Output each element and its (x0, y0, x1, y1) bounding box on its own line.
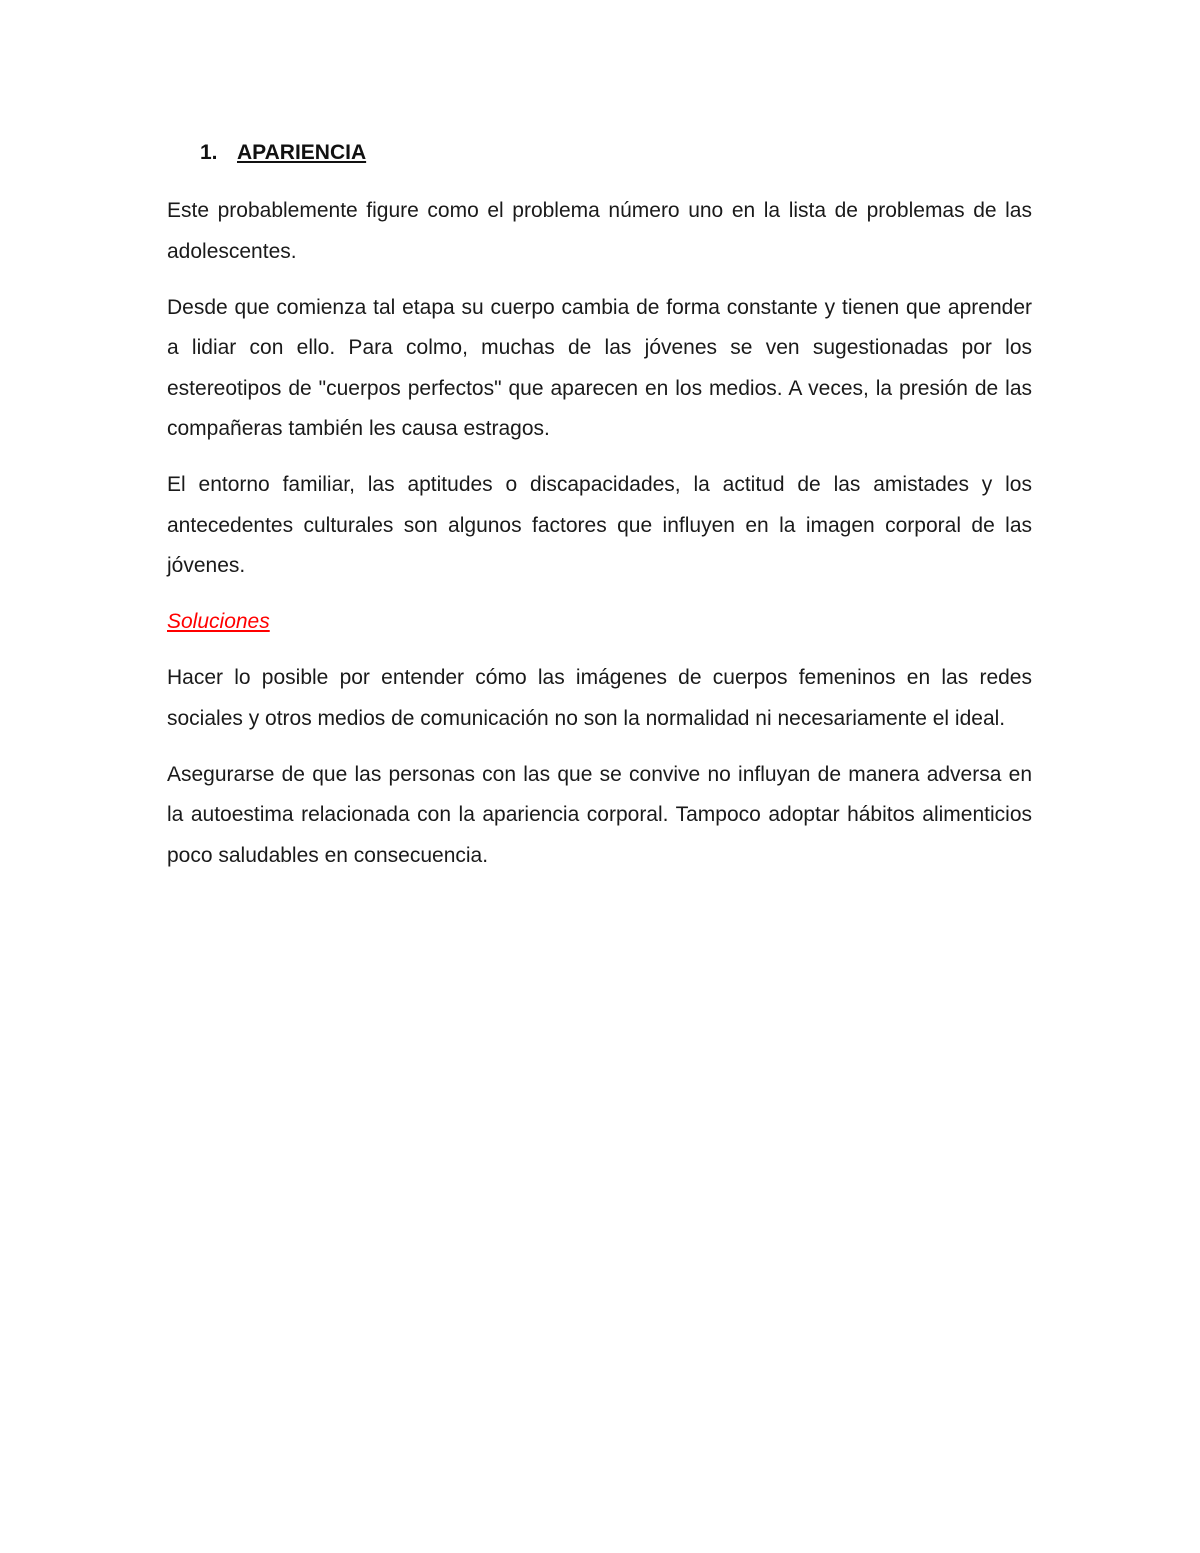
section-number: 1. (200, 141, 218, 164)
paragraph-body-changes: Desde que comienza tal etapa su cuerpo cambia de forma constante y tienen que aprender a lidiar con ello. Para colmo, muchas de las jóvenes se ven sugestionadas por los estereotipos de "cuerpos perfectos" que aparecen en los medios. A veces, la presión de las compañeras también les causa estragos. (167, 295, 1032, 440)
paragraph-solution-1: Hacer lo posible por entender cómo las imágenes de cuerpos femeninos en las redes sociales y otros medios de comunicación no son la normalidad ni necesariamente el ideal. (167, 666, 1032, 730)
solutions-heading: Soluciones (167, 610, 270, 633)
paragraph-solution-2: Asegurarse de que las personas con las que se convive no influyan de manera adversa en la autoestima relacionada con la apariencia corporal. Tampoco adoptar hábitos alimenticios poco saludables en consecuencia. (167, 762, 1032, 867)
section-title: APARIENCIA (237, 141, 367, 164)
paragraph-intro: Este probablemente figure como el problema número uno en la lista de problemas de las adolescentes. (167, 199, 1032, 263)
document-body (167, 137, 1032, 892)
section-heading (200, 137, 1032, 169)
paragraph-factors: El entorno familiar, las aptitudes o discapacidades, la actitud de las amistades y los antecedentes culturales son algunos factores que influyen en la imagen corporal de las jóvenes. (167, 473, 1032, 577)
